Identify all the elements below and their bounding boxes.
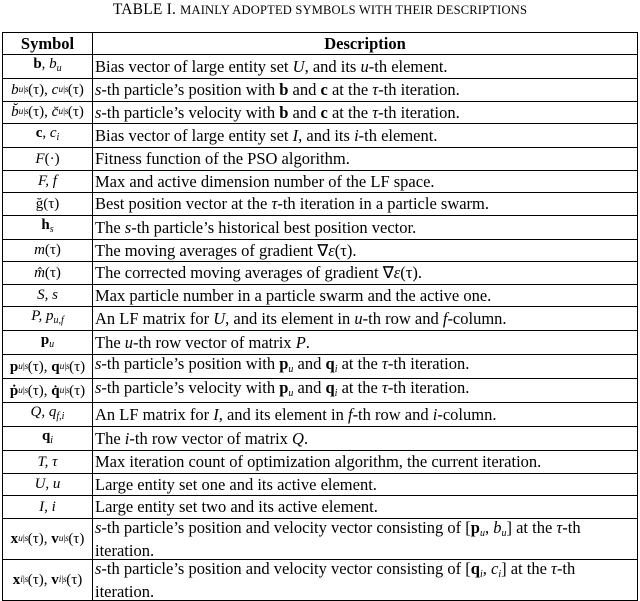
symbol-cell [3, 262, 93, 285]
text-segment: u [288, 388, 294, 399]
text-segment: i [334, 388, 338, 399]
text-segment: at the [327, 80, 373, 100]
text-segment: u [501, 527, 507, 539]
table-row [3, 427, 638, 451]
text-segment: i [124, 429, 130, 448]
text-segment: , [42, 125, 50, 141]
text-segment: q [51, 358, 60, 375]
table-row [3, 79, 638, 102]
symbols-table [2, 32, 638, 601]
description-cell [93, 518, 638, 559]
text-segment: -column. [437, 405, 497, 424]
text-segment: τ [551, 558, 557, 578]
symbol-cell [3, 101, 93, 124]
text-segment: b [493, 517, 502, 537]
text-segment: τ [381, 378, 388, 397]
text-segment: The corrected moving averages of gradient ∇ [95, 263, 394, 283]
text-segment: at the [337, 378, 382, 397]
description-cell [93, 193, 638, 216]
text-segment: F [35, 150, 45, 167]
symbol-cell [3, 379, 93, 403]
table-row [3, 451, 638, 474]
symbol-cell [3, 284, 93, 307]
symbol-cell [3, 518, 93, 559]
text-segment: -th particle’s velocity with [101, 102, 280, 122]
description-cell [93, 170, 638, 193]
symbol-cell [3, 215, 93, 239]
text-segment: i [479, 568, 483, 580]
text-segment: s [95, 354, 102, 373]
text-segment: -th iteration. [378, 80, 460, 100]
text-segment: -th particle’s position and velocity vector consisting of [ [101, 517, 471, 537]
text-segment: -th iteration. [95, 558, 576, 601]
text-segment: ] at the [506, 517, 557, 537]
text-segment: Fitness function of the PSO algorithm. [95, 149, 350, 169]
text-segment: q [470, 558, 480, 578]
text-segment: I, i [39, 498, 56, 515]
text-segment: , [482, 558, 491, 578]
symbol-cell [3, 473, 93, 496]
text-segment: (τ) [44, 242, 61, 259]
text-segment: -th particle’s position and velocity vector consisting of [ [101, 558, 471, 578]
header-description: Description [93, 33, 638, 55]
text-segment: (τ). [334, 240, 357, 260]
text-segment: i [334, 364, 338, 375]
text-segment: Bias vector of large entity set [95, 57, 293, 76]
table-row [3, 193, 638, 216]
description-cell [93, 55, 638, 79]
symbol-cell [3, 307, 93, 331]
text-segment: Max iteration count of optimization algorithm, the current iteration. [95, 452, 542, 472]
text-segment: s [49, 223, 54, 235]
text-segment: (τ), [27, 382, 52, 399]
description-cell [93, 215, 638, 239]
text-segment: (τ) [68, 530, 85, 547]
text-segment: The moving averages of gradient ∇ [95, 240, 329, 260]
text-segment: -th iteration in a particle swarm. [277, 194, 490, 214]
table-row [3, 331, 638, 355]
text-segment: s [95, 517, 102, 537]
symbol-cell [3, 239, 93, 262]
table-row [3, 215, 638, 239]
header-row [3, 33, 638, 55]
text-segment: . [305, 333, 310, 352]
text-segment: c [320, 80, 328, 100]
text-segment: c [35, 125, 43, 141]
text-segment: ğ(τ) [35, 195, 60, 212]
header-symbol: Symbol [3, 33, 93, 55]
text-segment: q̇ [51, 382, 60, 399]
description-cell [93, 473, 638, 496]
text-segment: and [293, 354, 326, 373]
description-cell [93, 79, 638, 102]
symbol-cell [3, 193, 93, 216]
symbol-cell [3, 559, 93, 600]
text-segment: ] at the [501, 558, 552, 578]
text-segment: at the [337, 354, 382, 373]
text-segment: (τ) [69, 382, 86, 399]
text-segment: b [11, 81, 19, 98]
text-segment: U [292, 57, 305, 76]
text-segment: ṗ [9, 382, 19, 399]
table-row [3, 379, 638, 403]
text-segment: (τ) [44, 264, 61, 281]
text-segment: An LF matrix for [95, 405, 214, 424]
text-segment: -th iteration. [387, 378, 470, 397]
text-segment: at the [327, 102, 373, 122]
description-cell [93, 559, 638, 600]
text-segment: b [49, 56, 57, 72]
table-row [3, 559, 638, 600]
table-row [3, 148, 638, 171]
text-segment: -th particle’s position with [101, 354, 280, 373]
text-segment: -th row vector of matrix [129, 429, 293, 448]
description-cell [93, 101, 638, 124]
text-segment: x [10, 530, 19, 547]
text-segment: I [292, 126, 299, 145]
text-segment: i [56, 132, 60, 143]
text-segment: (τ). [400, 263, 423, 283]
text-segment: -th row vector of matrix [133, 333, 296, 352]
table-row [3, 403, 638, 427]
text-segment: -th particle’s position with [101, 80, 280, 100]
table-row [3, 518, 638, 559]
text-segment: Bias vector of large entity set [95, 126, 293, 145]
text-segment: p [279, 354, 289, 373]
table-row [3, 355, 638, 379]
super-sub-script: u|s [18, 107, 29, 118]
text-segment: c [51, 81, 59, 98]
text-segment: Max and active dimension number of the LF space. [95, 171, 435, 191]
description-cell [93, 239, 638, 262]
text-segment: τ [271, 194, 278, 214]
text-segment: ε [393, 263, 401, 283]
description-cell [93, 307, 638, 331]
text-segment: p [9, 358, 19, 375]
super-sub-script: i|s [58, 574, 67, 585]
super-sub-script: u|s [58, 84, 68, 95]
text-segment: The [95, 217, 125, 237]
text-segment: u [360, 57, 369, 76]
text-segment: m̂ [34, 264, 45, 281]
description-cell [93, 427, 638, 451]
text-segment: u [124, 333, 134, 352]
text-segment: -th row and [352, 405, 433, 424]
description-cell [93, 403, 638, 427]
text-segment: -th particle’s velocity with [101, 378, 280, 397]
text-segment: s [124, 217, 132, 237]
text-segment: ε [328, 240, 335, 260]
super-sub-script: u|s [18, 84, 29, 95]
super-sub-script: u|s [18, 533, 28, 544]
text-segment: f [442, 309, 448, 328]
table-row [3, 307, 638, 331]
text-segment: s [95, 378, 102, 397]
symbol-cell [3, 331, 93, 355]
text-segment: -column. [447, 309, 507, 328]
text-segment: P [295, 333, 306, 352]
text-segment: (τ), [27, 530, 52, 547]
text-segment: P, p [31, 308, 54, 324]
text-segment: , and its element in [218, 405, 348, 424]
caption-text: MAINLY ADOPTED SYMBOLS WITH THEIR DESCRIPTIONS [180, 3, 528, 17]
text-segment: u [479, 527, 485, 539]
text-segment: q [325, 378, 335, 397]
text-segment: -th element. [368, 57, 448, 76]
caption-prefix: TABLE I. [112, 1, 181, 18]
text-segment: Best position vector at the [95, 194, 272, 214]
text-segment: (τ), [27, 571, 52, 588]
text-segment: (τ), [28, 81, 52, 98]
text-segment: U [213, 309, 226, 328]
table-row [3, 496, 638, 519]
text-segment: U, u [34, 476, 61, 493]
symbol-cell [3, 451, 93, 474]
symbol-cell [3, 79, 93, 102]
text-segment: u [49, 339, 55, 350]
text-segment: Large entity set two and its active element. [95, 497, 378, 517]
text-segment: , [484, 517, 494, 537]
text-segment: u [288, 364, 294, 375]
text-segment: and [288, 80, 321, 100]
text-segment: x [12, 571, 21, 588]
text-segment: s [95, 558, 102, 578]
text-segment: m [34, 242, 45, 259]
super-sub-script: u|s [59, 385, 70, 396]
super-sub-script: u|s [18, 385, 28, 396]
text-segment: -th iteration. [95, 517, 581, 560]
description-cell [93, 262, 638, 285]
text-segment: T, τ [37, 453, 58, 470]
symbol-cell [3, 403, 93, 427]
text-segment: The [95, 429, 125, 448]
description-cell [93, 124, 638, 148]
text-segment: s [95, 80, 102, 100]
text-segment: (τ) [66, 571, 83, 588]
text-segment: p [279, 378, 289, 397]
text-segment: , and its [304, 57, 361, 76]
text-segment: i [498, 568, 502, 580]
text-segment: v [51, 571, 59, 588]
description-cell [93, 284, 638, 307]
text-segment: v [51, 530, 59, 547]
text-segment: q [41, 428, 51, 444]
text-segment: f [347, 405, 353, 424]
super-sub-script: u|s [58, 533, 69, 544]
text-segment: u,f [53, 315, 64, 326]
text-segment: I [213, 405, 219, 424]
text-segment: q [325, 354, 335, 373]
text-segment: , [41, 56, 50, 72]
text-segment: u [56, 63, 62, 74]
text-segment: c̆ [51, 104, 59, 121]
description-cell [93, 379, 638, 403]
text-segment: Q [292, 429, 304, 448]
text-segment: , and its element in [225, 309, 355, 328]
symbol-cell [3, 124, 93, 148]
text-segment: f,i [56, 411, 65, 422]
text-segment: c [320, 102, 328, 122]
description-cell [93, 331, 638, 355]
symbol-cell [3, 355, 93, 379]
text-segment: (τ), [28, 104, 52, 121]
table-row [3, 473, 638, 496]
text-segment: c [490, 558, 499, 578]
symbol-cell [3, 55, 93, 79]
description-cell [93, 355, 638, 379]
text-segment: p [470, 517, 480, 537]
super-sub-script: u|s [58, 107, 68, 118]
text-segment: -th iteration. [387, 354, 470, 373]
text-segment: i [50, 435, 54, 446]
text-segment: (τ) [67, 104, 84, 121]
text-segment: h [41, 216, 50, 233]
text-segment: and [293, 378, 326, 397]
table-row [3, 101, 638, 124]
text-segment: . [303, 429, 309, 448]
symbol-cell [3, 148, 93, 171]
text-segment: S, s [37, 287, 58, 304]
super-sub-script: i|s [20, 574, 28, 585]
text-segment: i [354, 126, 359, 145]
symbol-cell [3, 427, 93, 451]
text-segment: , and its [298, 126, 355, 145]
text-segment: -th iteration. [378, 102, 460, 122]
super-sub-script: u|s [18, 361, 28, 372]
text-segment: An LF matrix for [95, 309, 214, 328]
text-segment: -th row and [362, 309, 443, 328]
text-segment: Q, q [30, 404, 57, 420]
text-segment: F, f [38, 173, 57, 190]
text-segment: s [95, 102, 102, 122]
text-segment: Large entity set one and its active element. [95, 474, 377, 494]
description-cell [93, 496, 638, 519]
text-segment: b [33, 56, 42, 72]
text-segment: τ [381, 354, 388, 373]
table-row [3, 239, 638, 262]
text-segment: (·) [44, 150, 60, 167]
text-segment: and [288, 102, 321, 122]
table-caption [0, 0, 640, 20]
text-segment: b̆ [11, 104, 19, 121]
symbol-cell [3, 170, 93, 193]
text-segment: b [279, 80, 289, 100]
text-segment: c [49, 125, 57, 141]
symbol-cell [3, 496, 93, 519]
table-row [3, 262, 638, 285]
table-row [3, 124, 638, 148]
description-cell [93, 148, 638, 171]
text-segment: u [354, 309, 363, 328]
description-cell [93, 451, 638, 474]
text-segment: τ [372, 80, 379, 100]
text-segment: The [95, 333, 125, 352]
text-segment: Max particle number in a particle swarm and the active one. [95, 285, 492, 305]
text-segment: (τ) [69, 358, 86, 375]
text-segment: -th particle’s historical best position vector. [131, 217, 417, 237]
text-segment: b [279, 102, 289, 122]
text-segment: p [40, 332, 50, 348]
text-segment: -th element. [358, 126, 438, 145]
text-segment: i [432, 405, 438, 424]
table-row [3, 170, 638, 193]
text-segment: (τ), [27, 358, 52, 375]
table-row [3, 284, 638, 307]
text-segment: τ [556, 517, 563, 537]
table-row [3, 55, 638, 79]
text-segment: (τ) [67, 81, 84, 98]
text-segment: τ [372, 102, 379, 122]
super-sub-script: u|s [59, 361, 70, 372]
